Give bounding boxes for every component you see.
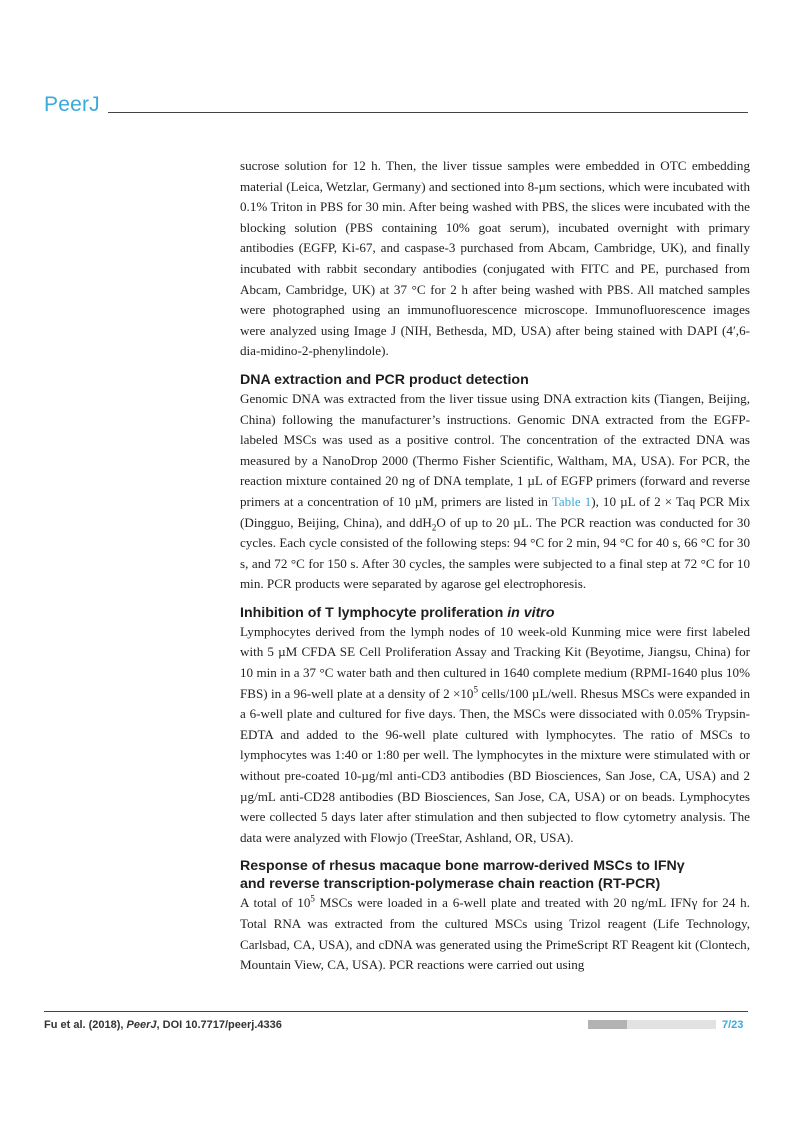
paragraph-immunofluorescence bbox=[240, 156, 750, 362]
logo-j: J bbox=[89, 93, 100, 116]
h-resp-line-1: Response of rhesus macaque bone marrow-derived MSCs to IFNγ bbox=[240, 858, 685, 875]
peerj-logo[interactable] bbox=[44, 93, 100, 117]
page-progress-bar bbox=[588, 1020, 716, 1029]
p3-text-b: cells/100 µL/well. Rhesus MSCs were expanded in a 6-well plate and cultured for five days. Then, the MSCs were dissociated with 0.05% Trypsin-EDTA and added to the 96-well plate cultured with lymphocytes. The ratio of MSCs to lymphocytes was 1:40 or 1:80 per well. The lymphocytes in the mixture were stimulated with or without pre-coated 10-µg/ml anti-CD3 antibodies (BD Biosciences, San Jose, CA, USA) and 2 µg/mL anti-CD28 antibodies (BD Biosciences, San Jose, CA, USA) or on beads. Lymphocytes were collected 5 days later after stimulation and then subjected to flow cytometry analysis. The data were analyzed with Flowjo (TreeStar, Ashland, OR, USA). bbox=[240, 685, 750, 845]
p2-text-c: O of up to 20 µL. The PCR reaction was conducted for 30 cycles. Each cycle consisted of the following steps: 94 °C for 2 min, 94 °C for 40 s, 66 °C for 30 s, and 72 °C for 150 s. After 30 cycles, the samples were subjected to a final step at 72 °C for 10 min. PCR products were separated by agarose gel electrophoresis. bbox=[240, 514, 750, 592]
p4-text-b: MSCs were loaded in a 6-well plate and treated with 20 ng/mL IFNγ for 24 h. Total RNA was extracted from the cultured MSCs using Trizol reagent (Life Technology, Carlsbad, CA, USA), and cDNA was generated using the PrimeScript RT Reagent kit (Clontech, Mountain View, CA, USA). PCR reactions were carried out using bbox=[240, 895, 750, 973]
paragraph-dna-extraction bbox=[240, 389, 750, 595]
page-number: 7/23 bbox=[722, 1019, 744, 1031]
page-progress-fill bbox=[588, 1020, 627, 1029]
p1-text: sucrose solution for 12 h. Then, the liver tissue samples were embedded in OTC embedding material (Leica, Wetzlar, Germany) and sectioned into 8-µm sections, which were incubated with 0.1% Triton in PBS for 30 min. After being washed with PBS, the slices were incubated with the blocking solution (PBS containing 10% goat serum), incubated overnight with primary antibodies (EGFP, Ki-67, and caspase-3 purchased from Abcam, Cambridge, UK), and finally incubated with rabbit secondary antibodies (conjugated with FITC and PE, purchased from Abcam, Cambridge, UK) at 37 °C for 2 h after being washed with PBS. All matched samples were photographed using an immunofluorescence microscope. Immunofluorescence images were analyzed using Image J (NIH, Bethesda, MD, USA) after being stained with DAPI (4′,6-dia-midino-2-phenylindole). bbox=[240, 158, 750, 359]
h-inh-text: Inhibition of T lymphocyte proliferation bbox=[240, 604, 508, 621]
p2-subscript: 2 bbox=[431, 522, 437, 533]
p4-superscript: 5 bbox=[310, 894, 315, 905]
footer-rule bbox=[44, 1011, 748, 1012]
heading-dna-extraction: DNA extraction and PCR product detection bbox=[240, 371, 529, 388]
heading-ifn-response bbox=[240, 857, 750, 893]
logo-peer: Peer bbox=[44, 93, 90, 116]
citation bbox=[44, 1019, 282, 1031]
p3-text-a: Lymphocytes derived from the lymph nodes of 10 week-old Kunming mice were first labeled with 5 µM CFDA SE Cell Proliferation Assay and Tracking Kit (Beyotime, Jiangsu, China) for 10 min in a 37 °C water bath and then cultured in 1640 complete medium (RPMI-1640 plus 10% FBS) in a 96-well plate at a density of 2 ×10 bbox=[240, 623, 750, 701]
p2-text-b: ), 10 µL of 2 × Taq PCR Mix (Dingguo, Beijing, China), and ddH bbox=[240, 493, 751, 530]
cite-doi[interactable]: , DOI 10.7717/peerj.4336 bbox=[156, 1019, 282, 1031]
header-rule bbox=[108, 112, 748, 113]
paragraph-t-lymphocyte bbox=[240, 622, 750, 849]
h-resp-line-2: and reverse transcription-polymerase chain reaction (RT-PCR) bbox=[240, 876, 661, 893]
cite-journal: PeerJ bbox=[126, 1019, 157, 1031]
cite-authors: Fu et al. (2018), bbox=[44, 1019, 127, 1031]
p3-superscript: 5 bbox=[473, 684, 478, 695]
heading-t-lymphocyte bbox=[240, 604, 750, 622]
p2-text-a: Genomic DNA was extracted from the liver tissue using DNA extraction kits (Tiangen, Beijing, China) following the manufacturer’s instructions. Genomic DNA extracted from the EGFP-labeled MSCs was used as a positive control. The concentration of the extracted DNA was measured by a NanoDrop 2000 (Thermo Fisher Scientific, Waltham, MA, USA). For PCR, the reaction mixture contained 20 ng of DNA template, 1 µL of EGFP primers (forward and reverse primers at a concentration of 10 µM, primers are listed in bbox=[240, 390, 750, 509]
main-content bbox=[240, 156, 750, 976]
h-inh-italic: in vitro bbox=[507, 604, 555, 621]
paragraph-ifn-response bbox=[240, 893, 750, 975]
table-1-link[interactable]: Table 1 bbox=[551, 493, 592, 509]
p4-text-a: A total of 10 bbox=[240, 895, 311, 911]
